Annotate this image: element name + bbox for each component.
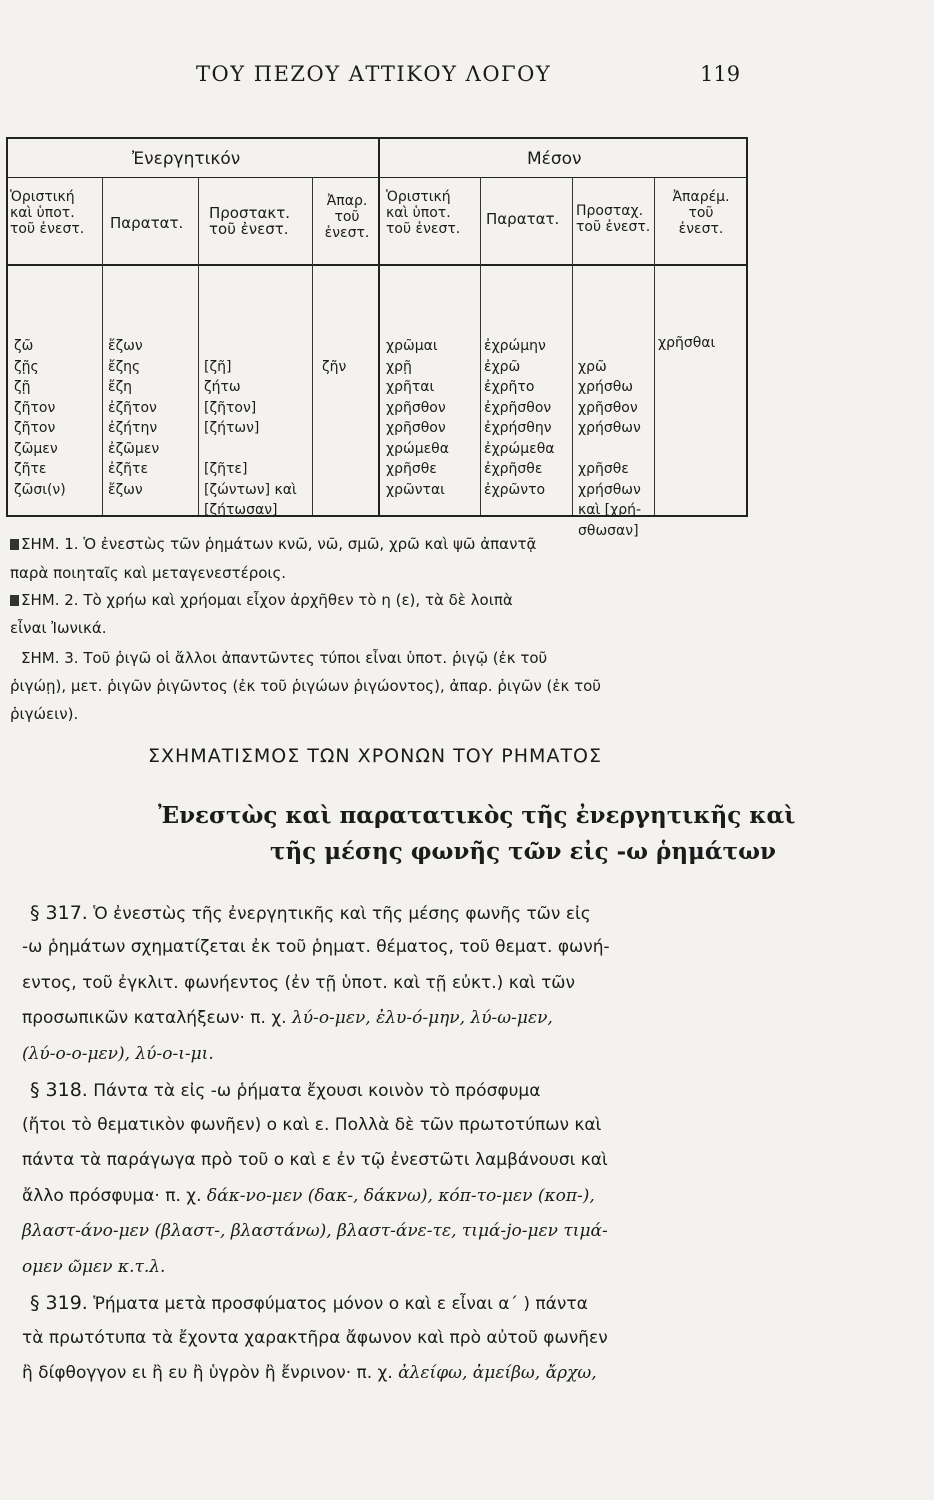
header-cell: Ὁριστική καὶ ὑποτ. τοῦ ἐνεστ.	[10, 189, 85, 237]
note-3-line: ῥιγώῃ), μετ. ῥιγῶν ῥιγῶντος (ἐκ τοῦ ῥιγώων ῥιγώοντος), ἀπαρ. ῥιγῶν (ἐκ τοῦ	[10, 677, 601, 695]
col-rule	[312, 177, 313, 515]
subheading-line-2: τῆς μέσης φωνῆς τῶν εἰς -ω ῥημάτων	[270, 838, 776, 865]
middle-imperative-column: χρῶ χρήσθω χρῆσθον χρήσθων χρῆσθε χρήσθων καὶ [χρή- σθωσαν]	[578, 358, 642, 539]
group-header-rule	[8, 177, 746, 178]
col-rule	[102, 177, 103, 515]
active-voice-heading: Ἐνεργητικόν	[132, 149, 241, 169]
col-rule	[654, 177, 655, 515]
paragraph-317-line: (λύ-ο-ο-μεν), λύ-ο-ι-μι.	[22, 1044, 214, 1064]
subheading-line-1: Ἐνεστὼς καὶ παρατατικὸς τῆς ἐνεργητικῆς καὶ	[158, 802, 796, 829]
note-3-line: ΣΗΜ. 3. Τοῦ ῥιγῶ οἱ ἄλλοι ἀπαντῶντες τύποι εἶναι ὑποτ. ῥιγῷ (ἐκ τοῦ	[21, 649, 548, 667]
header-cell: Ἀπαρέμ. τοῦ ἐνεστ.	[672, 189, 730, 237]
active-infinitive-column: ζῆν	[322, 358, 347, 375]
middle-infinitive-column: χρῆσθαι	[658, 335, 716, 351]
group-divider	[378, 139, 380, 515]
running-head	[0, 62, 934, 92]
paragraph-317-line: εντος, τοῦ ἐγκλιτ. φωνήεντος (ἐν τῇ ὑποτ. καὶ τῇ εὐκτ.) καὶ τῶν	[22, 973, 576, 993]
header-cell: Προστακτ. τοῦ ἐνεστ.	[209, 204, 291, 238]
section-heading: ΣΧΗΜΑΤΙΣΜΟΣ ΤΩΝ ΧΡΟΝΩΝ ΤΟΥ ΡΗΜΑΤΟΣ	[148, 745, 603, 767]
header-rule	[8, 264, 746, 266]
conjugation-table	[6, 137, 748, 539]
paragraph-317-line: προσωπικῶν καταλήξεων· π. χ. λύ-ο-μεν, ἐλυ-ό-μην, λύ-ω-μεν,	[22, 1008, 553, 1028]
col-rule	[198, 177, 199, 515]
middle-indicative-column: χρῶμαι χρῇ χρῆται χρῆσθον χρῆσθον χρώμεθα χρῆσθε χρῶνται	[386, 338, 449, 498]
header-cell: Ἀπαρ. τοῦ ἐνεστ.	[324, 193, 370, 241]
paragraph-318-line: βλαστ-άνο-μεν (βλαστ-, βλαστάνω), βλαστ-άνε-τε, τιμά-jο-μεν τιμά-	[22, 1221, 608, 1241]
active-imperfect-column: ἔζων ἔζης ἔζη ἐζῆτον ἐζήτην ἐζῶμεν ἐζῆτε ἔζων	[108, 338, 160, 498]
note-2-line: εἶναι Ἰωνικά.	[10, 619, 107, 637]
paragraph-318-line: (ἤτοι τὸ θεματικὸν φωνῆεν) ο καὶ ε. Πολλὰ δὲ τῶν πρωτοτύπων καὶ	[22, 1115, 602, 1135]
paragraph-319-line: § 319. Ῥήματα μετὰ προσφύματος μόνον ο καὶ ε εἶναι α´ ) πάντα	[30, 1292, 588, 1314]
paragraph-317-line: § 317. Ὁ ἐνεστὼς τῆς ἐνεργητικῆς καὶ τῆς μέσης φωνῆς τῶν εἰς	[30, 902, 591, 924]
header-cell: Παρατατ.	[110, 214, 184, 232]
note-2-line: ΣΗΜ. 2. Τὸ χρήω καὶ χρήομαι εἶχον ἀρχῆθεν τὸ η (ε), τὰ δὲ λοιπὰ	[10, 591, 513, 609]
paragraph-319-line: ἢ δίφθογγον ει ἢ ευ ἢ ὑγρὸν ἢ ἔνρινον· π. χ. ἀλείφω, ἀμείβω, ἄρχω,	[22, 1363, 597, 1383]
paragraph-318-line: πάντα τὰ παράγωγα πρὸ τοῦ ο καὶ ε ἐν τῷ ἐνεστῶτι λαμβάνουσι καὶ	[22, 1150, 608, 1170]
paragraph-318-line: § 318. Πάντα τὰ εἰς -ω ῥήματα ἔχουσι κοινὸν τὸ πρόσφυμα	[30, 1079, 541, 1101]
middle-imperfect-column: ἐχρώμην ἐχρῶ ἐχρῆτο ἐχρῆσθον ἐχρήσθην ἐχρώμεθα ἐχρῆσθε ἐχρῶντο	[484, 338, 555, 498]
paragraph-319-line: τὰ πρωτότυπα τὰ ἔχοντα χαρακτῆρα ἄφωνον καὶ πρὸ αὐτοῦ φωνῆεν	[22, 1328, 608, 1348]
page-number: 119	[700, 62, 741, 86]
paragraph-318-line: ἄλλο πρόσφυμα· π. χ. δάκ-νο-μεν (δακ-, δάκνω), κόπ-το-μεν (κοπ-),	[22, 1186, 595, 1206]
note-3-line: ῥιγώειν).	[10, 705, 79, 723]
paragraph-317-line: -ω ῥημάτων σχηματίζεται ἐκ τοῦ ῥηματ. θέματος, τοῦ θεματ. φωνή-	[22, 937, 610, 957]
header-cell: Προσταχ. τοῦ ἐνεστ.	[576, 203, 651, 235]
note-1-line: παρὰ ποιηταῖς καὶ μεταγενεστέροις.	[10, 564, 287, 582]
middle-voice-heading: Μέσον	[527, 149, 582, 169]
running-title: ΤΟΥ ΠΕΖΟΥ ΑΤΤΙΚΟΥ ΛΟΓΟΥ	[196, 62, 552, 86]
header-cell: Ὁριστική καὶ ὑποτ. τοῦ ἐνεστ.	[386, 189, 461, 237]
header-cell: Παρατατ.	[486, 210, 560, 228]
col-rule	[572, 177, 573, 515]
col-rule	[480, 177, 481, 515]
active-imperative-column: [ζῆ] ζήτω [ζῆτον] [ζήτων] [ζῆτε] [ζώντων] καὶ [ζήτωσαν]	[204, 358, 297, 518]
active-indicative-column: ζῶ ζῇς ζῇ ζῆτον ζῆτον ζῶμεν ζῆτε ζῶσι(ν)	[14, 338, 66, 498]
paragraph-318-line: ομεν ῶμεν κ.τ.λ.	[22, 1257, 166, 1277]
note-1-line: ΣΗΜ. 1. Ὁ ἐνεστὼς τῶν ῥημάτων κνῶ, νῶ, σμῶ, χρῶ καὶ ψῶ ἀπαντᾷ	[10, 535, 536, 553]
